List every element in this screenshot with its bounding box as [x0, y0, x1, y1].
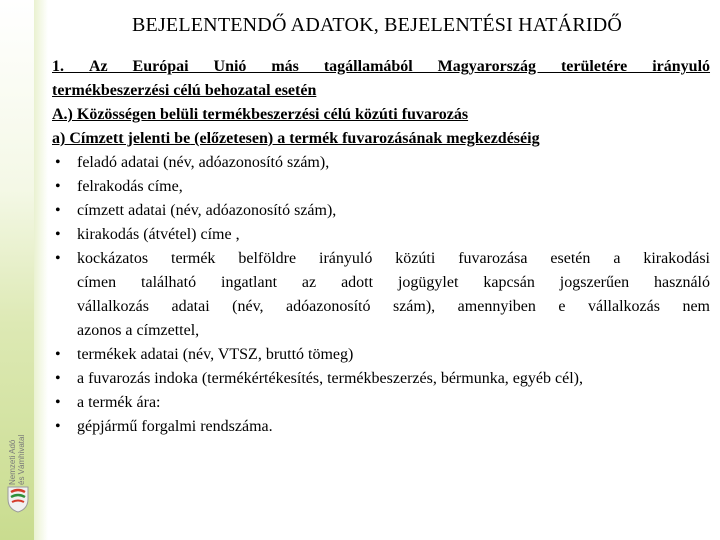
list-item-risky-goods-line: címen található ingatlant az adott jogügylet kapcsán jogszerűen használó	[77, 274, 710, 291]
list-item: • feladó adatai (név, adóazonosító szám),	[52, 151, 710, 175]
intro-line-2: termékbeszerzési célú behozatal esetén	[52, 82, 317, 99]
required-data-list	[52, 151, 710, 439]
side-decoration-fade	[34, 0, 48, 540]
list-item: • a fuvarozás indoka (termékértékesítés, termékbeszerzés, bérmunka, egyéb cél),	[52, 367, 710, 391]
list-item: • a termék ára:	[52, 391, 710, 415]
intro-line-1	[52, 55, 710, 79]
list-item: • címzett adatai (név, adóazonosító szám),	[52, 199, 710, 223]
list-item-risky-goods-line: • kockázatos termék belföldre irányuló közúti fuvarozása esetén a kirakodási	[77, 250, 710, 267]
list-item-risky-goods-line: azonos a címzettel,	[77, 322, 200, 339]
nav-logo-line2: és Vámhivatal	[17, 434, 26, 485]
list-item-risky-goods	[52, 247, 710, 343]
list-item: • kirakodás (átvétel) címe ,	[52, 223, 710, 247]
section-heading: A.) Közösségen belüli termékbeszerzési célú közúti fuvarozás	[52, 106, 469, 123]
list-item-risky-goods-line: vállalkozás adatai (név, adóazonosító szám), amennyiben e vállalkozás nem	[77, 298, 710, 315]
list-item: • gépjármű forgalmi rendszáma.	[52, 415, 710, 439]
nav-logo-text	[8, 405, 34, 485]
nav-logo	[6, 405, 32, 515]
intro-number: 1.	[52, 58, 64, 75]
list-item: • termékek adatai (név, VTSZ, bruttó tömeg)	[52, 343, 710, 367]
document-body	[52, 55, 710, 439]
reporting-rule-suffix: (előzetesen) a termék fuvarozásának megkezdéséig	[194, 130, 540, 147]
page-title: BEJELENTENDŐ ADATOK, BEJELENTÉSI HATÁRIDŐ	[131, 14, 623, 36]
list-item: • felrakodás címe,	[52, 175, 710, 199]
nav-emblem-icon	[6, 483, 30, 513]
reporting-rule-prefix: a) Címzett jelenti be	[52, 130, 191, 147]
nav-logo-line1: Nemzeti Adó	[8, 439, 17, 485]
intro-line-1-text: Az Európai Unió más tagállamából Magyarország területére irányuló	[88, 58, 711, 75]
reporting-rule-line	[52, 127, 710, 151]
